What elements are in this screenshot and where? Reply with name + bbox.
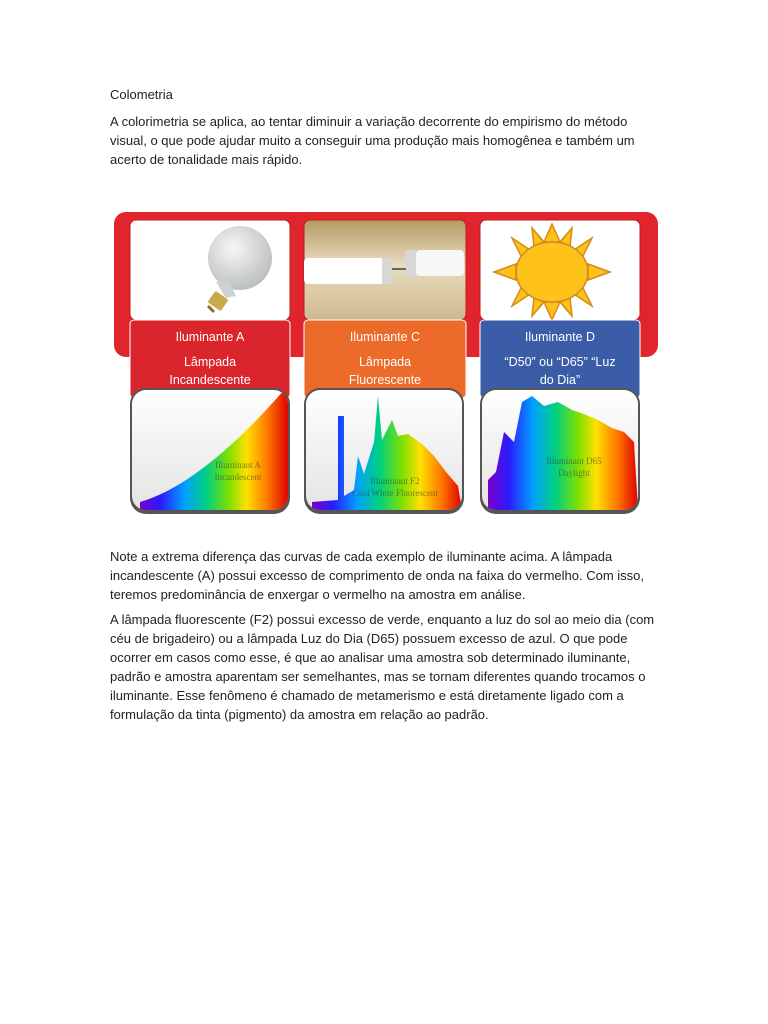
spectrum-label-d1: Illuminant D65 [546, 456, 602, 466]
paragraph-metamerism: A lâmpada fluorescente (F2) possui excesso de verde, enquanto a luz do sol ao meio dia (com céu de brigadeiro) ou a lâmpada Luz do Dia (D65) possuem excesso de azul. O que pode ocorrer em casos como esse, é que ao analisar uma amostra sob determinado iluminante, padrão e amostra aparentam ser semelhantes, mas se tornam diferentes quando trocamos o iluminante. Esse fenômeno é chamado de metamerismo e está diretamente ligado com a formulação da tinta (pigmento) da amostra em relação ao padrão. [110, 612, 655, 722]
panel-c-line2: Lâmpada [358, 355, 412, 369]
spectrum-label-c1: Illuminant F2 [370, 476, 420, 486]
illuminants-figure [112, 210, 660, 520]
paragraph-curves: Note a extrema diferença das curvas de cada exemplo de iluminante acima. A lâmpada incandescente (A) possui excesso de comprimento de onda na faixa do vermelho. Com isso, teremos predominância de enxergar o vermelho na amostra em análise. [110, 549, 645, 602]
sun-icon [494, 224, 610, 320]
panel-c-title: Iluminante C [349, 330, 421, 344]
panel-a-line2: Lâmpada [183, 355, 237, 369]
paragraph-intro: A colorimetria se aplica, ao tentar diminuir a variação decorrente do empirismo do método visual, o que pode ajudar muito a conseguir uma produção mais homogênea e também um acerto de tonalidade mais rápido. [110, 114, 635, 167]
document-title: Colometria [110, 87, 173, 102]
panel-d-title: Iluminante D [524, 330, 596, 344]
panel-a-line3: Incandescente [169, 373, 251, 387]
spectrum-label-c2: Cool White Fluorescent [352, 488, 438, 498]
spectrum-card-d [480, 388, 640, 514]
spectrum-label-a1: Illuminant A [215, 460, 261, 470]
spectrum-label-a2: Incandescent [214, 472, 262, 482]
panel-d-label-box [480, 320, 640, 398]
panel-d-line3: do Dia” [539, 373, 581, 387]
spectrum-card-c [304, 388, 464, 514]
spectrum-card-a [130, 388, 290, 514]
spectrum-label-d2: Daylight [558, 468, 590, 478]
panel-c-label-box [304, 320, 466, 398]
panel-a-title: Iluminante A [175, 330, 245, 344]
panel-a-label-box [130, 320, 290, 398]
panel-d-line2: “D50” ou “D65” “Luz [504, 355, 616, 369]
panel-c-line3: Fluorescente [348, 373, 422, 387]
